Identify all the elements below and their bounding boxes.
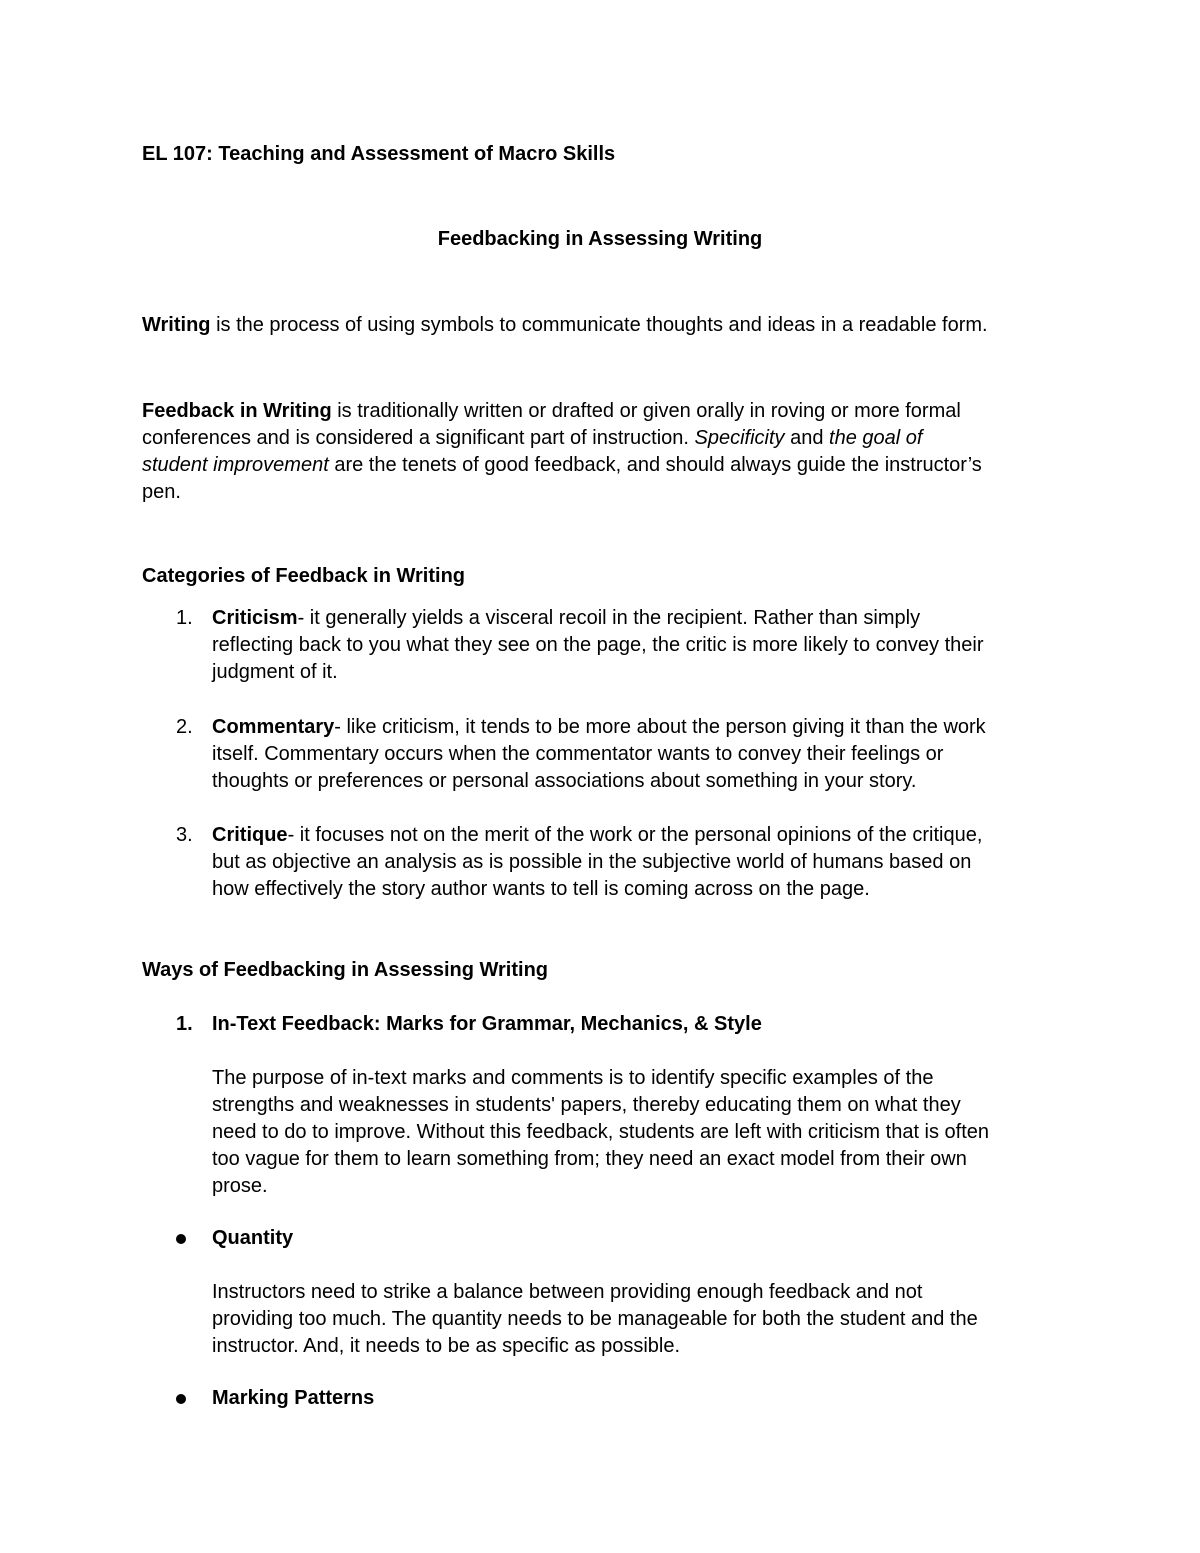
- feedback-term: Feedback in Writing: [142, 400, 332, 422]
- writing-definition: [142, 312, 988, 339]
- feedback-definition-line-4: pen.: [142, 481, 181, 503]
- category-line: but as objective an analysis as is possible in the subjective world of humans based on: [212, 851, 972, 873]
- paragraph-line: strengths and weaknesses in students' papers, thereby educating them on what they: [212, 1094, 961, 1116]
- category-number: 3.: [176, 824, 193, 846]
- category-number: 1.: [176, 607, 193, 629]
- bullet-icon: [176, 1394, 186, 1404]
- bullet-title-quantity: Quantity: [212, 1227, 294, 1249]
- paragraph-line: providing too much. The quantity needs to be manageable for both the student and the: [212, 1308, 978, 1330]
- category-line: how effectively the story author wants to tell is coming across on the page.: [212, 878, 870, 900]
- category-line: thoughts or preferences or personal associations about something in your story.: [212, 770, 917, 792]
- categories-heading: Categories of Feedback in Writing: [142, 565, 466, 587]
- writing-definition-text: is the process of using symbols to communicate thoughts and ideas in a readable form.: [210, 314, 988, 336]
- way-number: 1.: [176, 1013, 193, 1035]
- feedback-definition-line-2: conferences and is considered a significant part of instruction. Specificity and the goal of: [142, 427, 923, 449]
- bullet-icon: [176, 1234, 186, 1244]
- writing-term: Writing: [142, 314, 211, 336]
- category-item-criticism: Criticism- it generally yields a visceral recoil in the recipient. Rather than simply: [212, 607, 921, 629]
- paragraph-line: Instructors need to strike a balance between providing enough feedback and not: [212, 1281, 923, 1303]
- document-title: Feedbacking in Assessing Writing: [437, 228, 763, 250]
- paragraph-line: prose.: [212, 1175, 268, 1197]
- feedback-definition-line-1: Feedback in Writing is traditionally written or drafted or given orally in roving or more formal: [142, 400, 961, 422]
- way-title-in-text-feedback: In-Text Feedback: Marks for Grammar, Mechanics, & Style: [212, 1013, 762, 1035]
- paragraph-line: too vague for them to learn something from; they need an exact model from their own: [212, 1148, 967, 1170]
- paragraph-line: instructor. And, it needs to be as specific as possible.: [212, 1335, 681, 1357]
- category-item-commentary: Commentary- like criticism, it tends to be more about the person giving it than the work: [212, 716, 986, 738]
- feedback-definition-line-3: student improvement are the tenets of good feedback, and should always guide the instructor’s: [142, 454, 982, 476]
- paragraph-line: need to do to improve. Without this feedback, students are left with criticism that is often: [212, 1121, 990, 1143]
- category-number: 2.: [176, 716, 193, 738]
- paragraph-line: The purpose of in-text marks and comments is to identify specific examples of the: [212, 1067, 934, 1089]
- ways-heading: Ways of Feedbacking in Assessing Writing: [142, 959, 549, 981]
- category-line: judgment of it.: [212, 661, 338, 683]
- category-line: itself. Commentary occurs when the commentator wants to convey their feelings or: [212, 743, 944, 765]
- course-title: EL 107: Teaching and Assessment of Macro Skills: [142, 143, 616, 165]
- category-line: reflecting back to you what they see on the page, the critic is more likely to convey their: [212, 634, 984, 656]
- category-item-critique: Critique- it focuses not on the merit of the work or the personal opinions of the critique,: [212, 824, 983, 846]
- bullet-title-marking-patterns: Marking Patterns: [212, 1387, 375, 1409]
